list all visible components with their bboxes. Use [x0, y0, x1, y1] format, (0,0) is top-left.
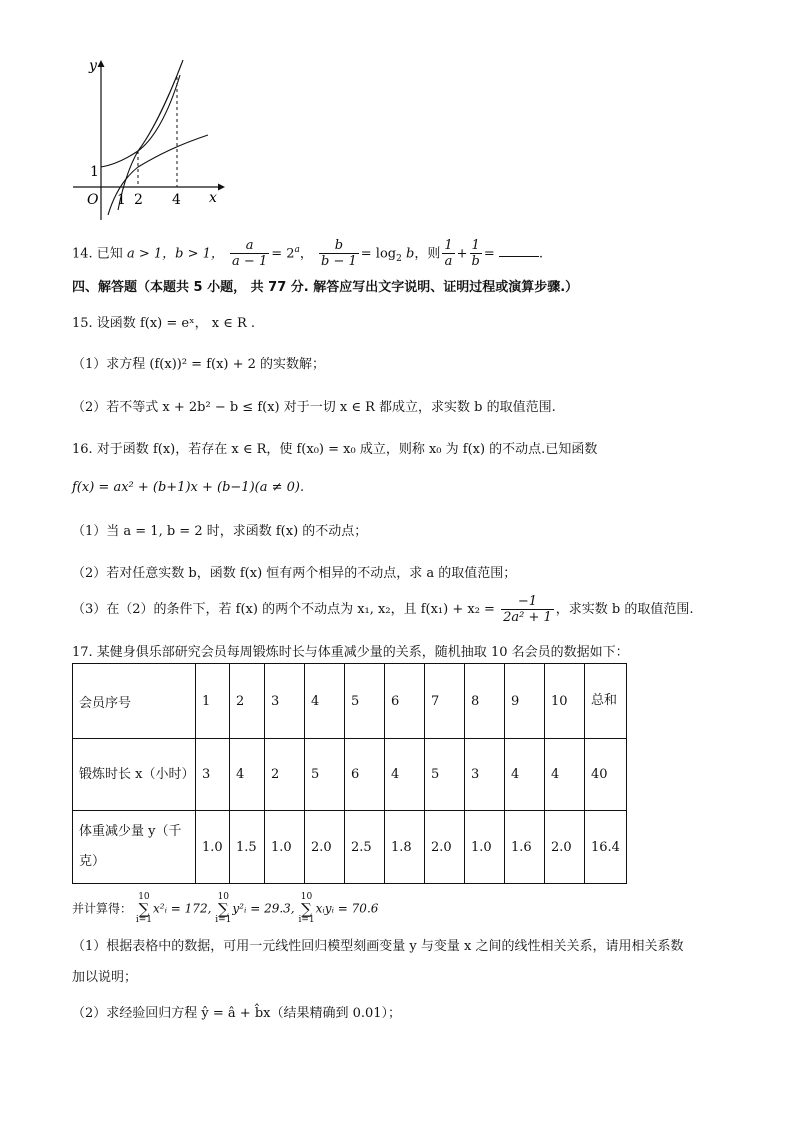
q15-part-2: （2）若不等式 x + 2b² − b ≤ f(x) 对于一切 x ∈ R 都成立，求实数 b 的取值范围.	[72, 400, 556, 415]
table-cell: 2	[230, 664, 265, 739]
sigma-top: 10	[217, 892, 230, 902]
x-axis-arrow-icon	[218, 184, 225, 191]
q16-frac-num: −1	[501, 594, 554, 610]
sigma-icon: 10 ∑ i=1	[215, 892, 232, 925]
table-cell: 3	[265, 664, 305, 739]
table-cell: 1.0	[265, 811, 305, 884]
table-cell: 3	[196, 739, 230, 811]
table-cell: 2	[265, 739, 305, 811]
table-cell-total: 16.4	[585, 811, 627, 884]
q16-fraction	[501, 594, 554, 625]
tick-label-4: 4	[172, 192, 181, 208]
row-header-id: 会员序号	[73, 664, 196, 739]
table-cell: 2.0	[305, 811, 345, 884]
tick-label-2: 2	[134, 192, 143, 208]
q17-part-1-line-1: （1）根据表格中的数据，可用一元线性回归模型刻画变量 y 与变量 x 之间的线性相关关系，请用相关系数	[72, 939, 684, 954]
table-cell: 2.0	[545, 811, 585, 884]
section-title: 四、解答题（本题共 5 小题， 共 77 分. 解答应写出文字说明、证明过程或演算步骤.）	[72, 280, 579, 295]
q14-ans1-den: a	[444, 254, 453, 270]
table-cell: 2.0	[425, 811, 465, 884]
q14-ans1-num: 1	[444, 238, 453, 254]
q14-eq1-rhs: = 2	[271, 246, 295, 262]
q14-then: ，则	[414, 246, 441, 262]
q15-stem: 15. 设函数 f(x) = eˣ， x ∈ R .	[72, 316, 255, 331]
sum-x-squared: x²ᵢ = 172,	[153, 901, 212, 916]
table-cell: 4	[305, 664, 345, 739]
q14-ans-frac-1	[442, 238, 454, 269]
sigma-top: 10	[300, 892, 313, 902]
q14-ans-frac-2	[470, 238, 482, 269]
table-row	[73, 811, 627, 884]
table-cell-total: 40	[585, 739, 627, 811]
table-cell: 4	[230, 739, 265, 811]
q16-part-3	[72, 590, 693, 630]
sigma-icon: 10 ∑ i=1	[298, 892, 315, 925]
table-cell: 6	[345, 739, 385, 811]
q16-part-2: （2）若对任意实数 b，函数 f(x) 恒有两个相异的不动点，求 a 的取值范围；	[72, 566, 517, 581]
q14-frac2-den: b − 1	[321, 254, 357, 270]
table-cell: 1.5	[230, 811, 265, 884]
q16-part-3-lead: （3）在（2）的条件下，若 f(x) 的两个不动点为 x₁, x₂，且 f(x₁) + x₂ =	[72, 602, 495, 617]
sum-xy: xᵢyᵢ = 70.6	[315, 901, 379, 916]
q14-fraction-2	[319, 238, 359, 269]
function-graph-figure	[68, 55, 228, 225]
q16-part-1: （1）当 a = 1, b = 2 时，求函数 f(x) 的不动点；	[72, 524, 368, 539]
total-header: 总和	[585, 664, 627, 739]
q14-frac1-num: a	[230, 238, 269, 254]
q14-eq2-tail: b	[406, 246, 415, 262]
y-tick-label-1: 1	[90, 164, 99, 180]
sigma-bottom: i=1	[298, 915, 315, 925]
table-row	[73, 664, 627, 739]
sigma-top: 10	[138, 892, 150, 902]
q15-part-1: （1）求方程 (f(x))² = f(x) + 2 的实数解；	[72, 357, 326, 372]
q14-lead: 14. 已知	[72, 246, 123, 262]
origin-label: O	[87, 192, 99, 208]
table-cell: 4	[385, 739, 425, 811]
sigma-bottom: i=1	[135, 915, 152, 925]
q17-part-1-line-2: 加以说明；	[72, 970, 138, 985]
table-cell: 1.6	[505, 811, 545, 884]
table-cell: 9	[505, 664, 545, 739]
q14-equals: =	[483, 246, 495, 262]
q14-fraction-1	[230, 238, 269, 269]
q14-period: .	[538, 246, 544, 262]
table-cell: 5	[305, 739, 345, 811]
q14-conditions: a > 1，b > 1，	[126, 246, 224, 262]
tick-label-1: 1	[117, 192, 126, 208]
row-header-loss: 体重减少量 y（千克）	[73, 811, 196, 884]
row-header-hours: 锻炼时长 x（小时）	[73, 739, 196, 811]
data-table	[72, 663, 627, 884]
table-cell: 1.0	[196, 811, 230, 884]
q16-part-3-tail: ，求实数 b 的取值范围.	[555, 602, 694, 617]
exponential-curve	[101, 75, 180, 167]
table-cell: 4	[505, 739, 545, 811]
table-cell: 1.8	[385, 811, 425, 884]
q16-frac-den: 2a² + 1	[503, 610, 552, 625]
q14-eq1-exp: a	[294, 245, 300, 255]
answer-blank[interactable]	[499, 244, 539, 257]
q16-function: f(x) = ax² + (b+1)x + (b−1)(a ≠ 0).	[72, 480, 305, 495]
q16-stem: 16. 对于函数 f(x)，若存在 x ∈ R，使 f(x₀) = x₀ 成立，则称 x₀ 为 f(x) 的不动点.已知函数	[72, 442, 598, 457]
sum-y-squared: y²ᵢ = 29.3,	[232, 901, 295, 916]
table-cell: 5	[345, 664, 385, 739]
table-cell: 8	[465, 664, 505, 739]
question-14: 14. 已知 a > 1，b > 1， $\frac{a}{a - 1}$ = $2^a$， $\frac{b}{b - 1}$ = $\log_2 b$，则 $\frac{1}{a}$ + $\frac{1}{b}$ = .	[72, 238, 544, 270]
q14-eq2-sub: 2	[396, 253, 402, 264]
q14-frac2-num: b	[319, 238, 359, 254]
q17-part-2: （2）求经验回归方程 ŷ = â + b̂x（结果精确到 0.01）；	[72, 1006, 402, 1021]
calc-label: 并计算得：	[72, 901, 133, 916]
x-axis-label: x	[209, 190, 217, 206]
table-cell: 7	[425, 664, 465, 739]
table-cell: 1	[196, 664, 230, 739]
table-cell: 5	[425, 739, 465, 811]
table-cell: 6	[385, 664, 425, 739]
table-cell: 10	[545, 664, 585, 739]
y-axis-label: y	[89, 58, 97, 74]
q14-ans2-num: 1	[470, 238, 482, 254]
table-cell: 2.5	[345, 811, 385, 884]
table-cell: 3	[465, 739, 505, 811]
summation-line	[72, 893, 378, 925]
table-cell: 1.0	[465, 811, 505, 884]
table-row	[73, 739, 627, 811]
q17-stem: 17. 某健身俱乐部研究会员每周锻炼时长与体重减少量的关系，随机抽取 10 名会员的数据如下：	[72, 645, 629, 660]
q14-ans2-den: b	[471, 254, 480, 270]
table-cell: 4	[545, 739, 585, 811]
sigma-icon: 10 ∑ i=1	[135, 892, 152, 925]
sigma-bottom: i=1	[215, 915, 232, 925]
q14-frac1-den: a − 1	[232, 254, 268, 270]
y-axis-arrow-icon	[98, 60, 105, 67]
q14-eq2-rhs: = log	[360, 246, 397, 262]
